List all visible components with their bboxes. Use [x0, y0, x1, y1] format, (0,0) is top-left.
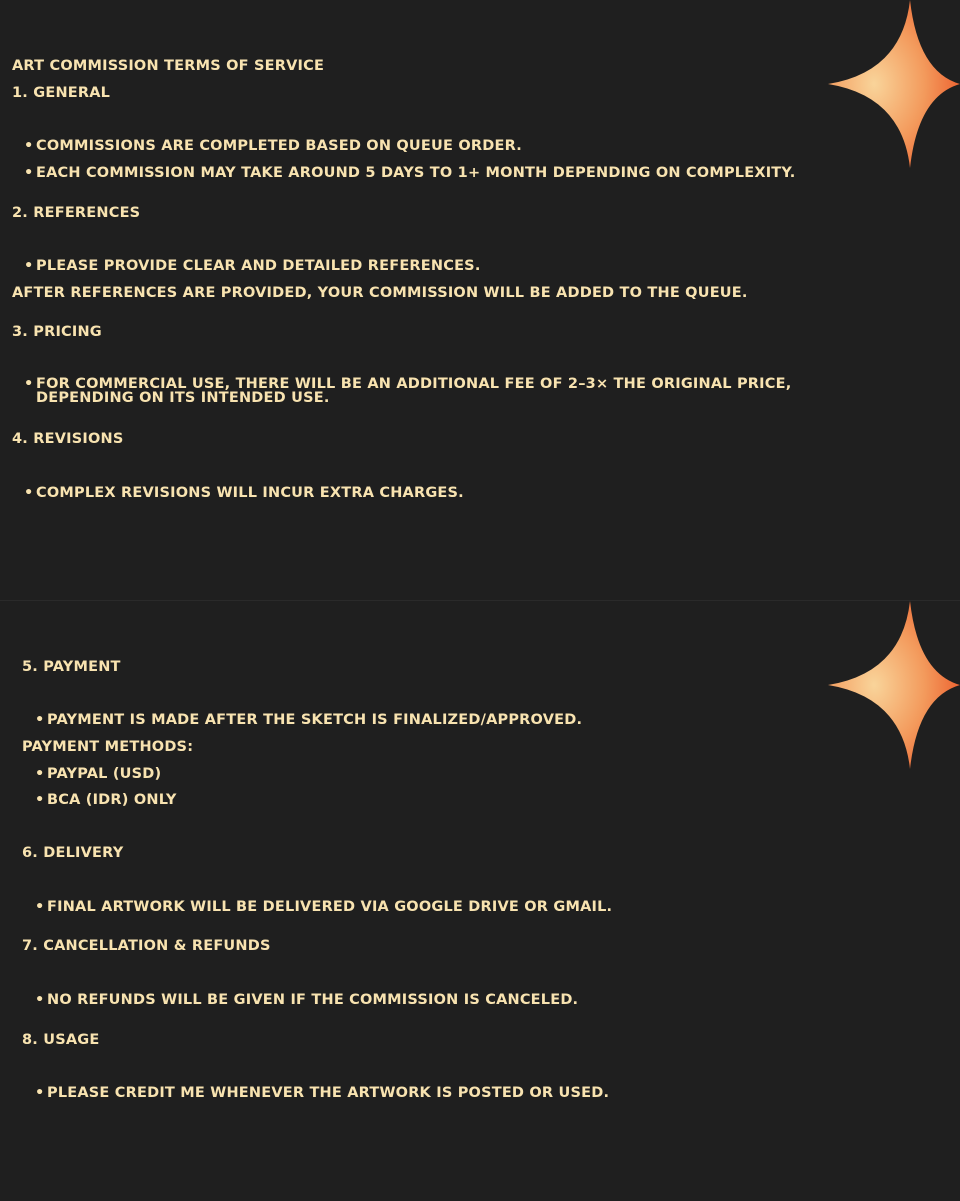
list-item: • PLEASE PROVIDE CLEAR AND DETAILED REFERENCES. [24, 257, 481, 275]
section-heading-usage: 8. USAGE [22, 1032, 100, 1048]
section-heading-general: 1. GENERAL [12, 85, 111, 101]
list-item: • BCA (IDR) ONLY [35, 791, 177, 809]
list-item: • NO REFUNDS WILL BE GIVEN IF THE COMMISSION IS CANCELED. [35, 991, 578, 1009]
list-item: • PLEASE CREDIT ME WHENEVER THE ARTWORK IS POSTED OR USED. [35, 1084, 609, 1102]
references-note: AFTER REFERENCES ARE PROVIDED, YOUR COMMISSION WILL BE ADDED TO THE QUEUE. [12, 285, 748, 301]
section-heading-pricing: 3. PRICING [12, 324, 102, 340]
list-item: • COMMISSIONS ARE COMPLETED BASED ON QUEUE ORDER. [24, 137, 522, 155]
tos-panel-2 [0, 600, 960, 1201]
payment-methods-label: PAYMENT METHODS: [22, 739, 194, 755]
tos-panel-1 [0, 0, 960, 600]
list-item: • FINAL ARTWORK WILL BE DELIVERED VIA GOOGLE DRIVE OR GMAIL. [35, 898, 612, 916]
list-item: • EACH COMMISSION MAY TAKE AROUND 5 DAYS TO 1+ MONTH DEPENDING ON COMPLEXITY. [24, 164, 795, 182]
list-item: • COMPLEX REVISIONS WILL INCUR EXTRA CHARGES. [24, 484, 464, 502]
list-item: • PAYPAL (USD) [35, 765, 161, 783]
four-point-star-icon [828, 601, 960, 769]
list-item: • PAYMENT IS MADE AFTER THE SKETCH IS FINALIZED/APPROVED. [35, 711, 582, 729]
section-heading-revisions: 4. REVISIONS [12, 431, 124, 447]
four-point-star-icon [828, 0, 960, 168]
list-item: • FOR COMMERCIAL USE, THERE WILL BE AN ADDITIONAL FEE OF 2–3× THE ORIGINAL PRICE, DEPENDING ON ITS INTENDED USE. [24, 377, 796, 405]
section-heading-payment: 5. PAYMENT [22, 659, 121, 675]
document-title: ART COMMISSION TERMS OF SERVICE [12, 58, 325, 74]
section-heading-delivery: 6. DELIVERY [22, 845, 124, 861]
section-heading-references: 2. REFERENCES [12, 205, 141, 221]
section-heading-cancellation: 7. CANCELLATION & REFUNDS [22, 938, 271, 954]
